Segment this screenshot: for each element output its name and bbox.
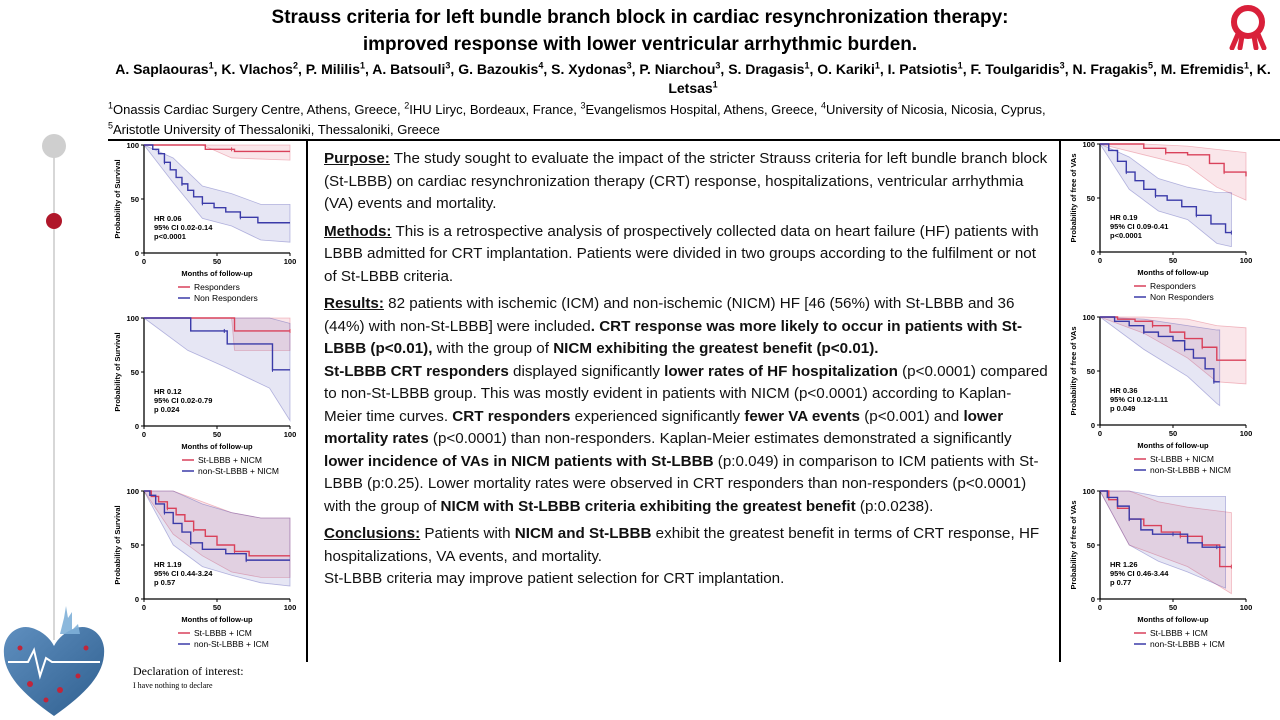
hr-annotation: HR 0.06 — [154, 214, 182, 223]
y-tick-label: 100 — [1082, 313, 1095, 322]
legend-label: non-St-LBBB + ICM — [1150, 639, 1225, 649]
author-name: K. Vlachos — [221, 61, 293, 77]
x-tick-label: 100 — [1239, 429, 1253, 438]
results-heading: Results: — [324, 295, 384, 312]
affiliation-text: University of Nicosia, Nicosia, Cyprus, — [826, 102, 1046, 117]
y-tick-label: 50 — [130, 195, 139, 204]
author-name: S. Dragasis — [728, 61, 805, 77]
results-text-run: 82 patients with ischemic (ICM) and non-ischemic (NICM) HF [46 (56%) with St-LBBB and 36 (44%) with non-St-LBBB] were included — [324, 295, 1015, 335]
legend-label: Responders — [1150, 281, 1196, 291]
author-name: P. Mililis — [305, 61, 360, 77]
x-tick-label: 0 — [1097, 256, 1103, 265]
hr-annotation: 95% CI 0.12-1.11 — [1110, 395, 1168, 404]
affiliation-text: Aristotle University of Thessaloniki, Thessaloniki, Greece — [113, 122, 440, 137]
x-axis-label: Months of follow-up — [1137, 268, 1209, 277]
y-tick-label: 100 — [1082, 140, 1095, 149]
y-tick-label: 0 — [1090, 248, 1095, 257]
methods-heading: Methods: — [324, 222, 392, 240]
x-tick-label: 50 — [1168, 429, 1178, 438]
author-name: S. Xydonas — [551, 61, 627, 77]
conclusions-text-run: exhibit the greatest benefit in terms of CRT response, HF hospitalizations, VA events, and mortality. — [324, 525, 1040, 565]
y-axis-label: Probability of free of VAs — [1069, 326, 1078, 416]
hr-annotation: HR 1.26 — [1110, 560, 1138, 569]
purpose-text-run: The study sought to evaluate the impact of the stricter Strauss criteria for left bundle branch block (St-LBBB) on cardiac resynchronization therapy (CRT) response, hospitalizations, ventricular arrhythmia (VA) events and mortality. — [324, 150, 1048, 212]
author-name: A. Saplaouras — [115, 61, 209, 77]
conclusions-paragraph — [324, 523, 1049, 591]
purpose-paragraph — [324, 148, 1049, 216]
methods-paragraph — [324, 221, 1049, 289]
author-name: I. Patsiotis — [887, 61, 958, 77]
hr-annotation: HR 0.12 — [154, 387, 182, 396]
affiliation-mark: 4 — [821, 100, 827, 111]
hr-annotation: p 0.77 — [1110, 578, 1132, 587]
results-text-run: lower rates of HF hospitalization — [664, 362, 898, 380]
author-name: A. Batsouli — [372, 61, 446, 77]
conclusions-heading: Conclusions: — [324, 525, 421, 542]
conclusions-text-run: St-LBBB criteria may improve patient selection for CRT implantation. — [324, 570, 785, 587]
results-paragraph — [324, 293, 1049, 518]
heart-illustration-icon — [0, 604, 108, 720]
hr-annotation: p 0.57 — [154, 578, 176, 587]
author-list: A. Saplaouras$^1$, K. Vlachos$^2$, P. Mililis$^1$, A. Batsouli$^3$, G. Bazoukis$^4$, S. Xydonas$^3$, P. Niarchou$^3$, S. Dragasis$^1$, O. Kariki$^1$, I. Patsiotis$^1$, F. Toulgaridis$^3$, N. Fragakis$^5$, M. Efremidis$^1$, K. Letsas$^1$ — [115, 60, 1271, 96]
conclusions-text-run: Patients with — [420, 525, 515, 542]
y-tick-label: 0 — [134, 422, 139, 431]
x-tick-label: 50 — [1168, 256, 1178, 265]
left-column-divider — [306, 141, 308, 662]
hr-annotation: 95% CI 0.09-0.41 — [1110, 222, 1169, 231]
x-tick-label: 100 — [283, 603, 297, 612]
abstract-body — [324, 148, 1049, 596]
declaration-text: I have nothing to declare — [133, 681, 213, 690]
institution-logo-icon — [1226, 4, 1270, 50]
x-tick-label: 50 — [212, 603, 222, 612]
author-affiliation-mark: 1 — [804, 60, 810, 71]
results-text-run: (p:0.0238). — [855, 497, 934, 515]
legend-label: St-LBBB + ICM — [194, 628, 252, 638]
y-tick-label: 100 — [1082, 487, 1095, 496]
y-tick-label: 0 — [1090, 421, 1095, 430]
results-text-run: lower mortality rates — [324, 407, 1004, 447]
affiliation-text: Evangelismos Hospital, Athens, Greece, — [585, 102, 822, 117]
author-name: M. Efremidis — [1160, 61, 1244, 77]
author-name: G. Bazoukis — [458, 61, 539, 77]
y-tick-label: 100 — [126, 487, 139, 496]
author-affiliation-mark: 5 — [1147, 60, 1153, 71]
x-tick-label: 50 — [1168, 603, 1178, 612]
results-text-run: (p<0.0001) than non-responders. Kaplan-Meier estimates demonstrated a significantly — [428, 430, 1012, 447]
results-text-run: St-LBBB CRT responders — [324, 362, 509, 380]
y-tick-label: 0 — [1090, 595, 1095, 604]
affiliation-text: Onassis Cardiac Surgery Centre, Athens, Greece, — [113, 102, 405, 117]
y-tick-label: 0 — [134, 595, 139, 604]
author-affiliation-mark: 3 — [626, 60, 632, 71]
affiliation-mark: 5 — [108, 120, 114, 131]
results-text-run: . CRT response was more likely to occur in patients with St-LBBB (p<0.01), — [324, 317, 1023, 357]
results-text-run: experienced significantly — [570, 407, 745, 425]
hr-annotation: HR 0.19 — [1110, 213, 1138, 222]
x-tick-label: 50 — [212, 257, 222, 266]
author-name: O. Kariki — [817, 61, 875, 77]
poster-title-line-2: improved response with lower ventricular arrhythmic burden. — [362, 34, 918, 55]
results-text-run: (p:0.049) in comparison to ICM patients with St-LBBB (p:0.25). Lower mortality rates were observed in CRT responders than non-responders (p<0.0001) with the group of — [324, 452, 1039, 515]
x-tick-label: 0 — [1097, 429, 1103, 438]
right-column-divider — [1059, 141, 1061, 662]
hr-annotation: 95% CI 0.02-0.14 — [154, 223, 213, 232]
y-tick-label: 50 — [1086, 194, 1095, 203]
results-text-run: NICM with St-LBBB criteria exhibiting the greatest benefit — [440, 497, 856, 515]
author-affiliation-mark: 1 — [359, 60, 365, 71]
x-tick-label: 100 — [283, 430, 297, 439]
affiliation-mark: 1 — [108, 100, 114, 111]
y-axis-label: Probability of free of VAs — [1069, 500, 1078, 590]
y-tick-label: 50 — [130, 368, 139, 377]
x-tick-label: 100 — [283, 257, 297, 266]
y-tick-label: 0 — [134, 249, 139, 258]
legend-label: St-LBBB + ICM — [1150, 628, 1208, 638]
hr-annotation: p 0.049 — [1110, 404, 1136, 413]
poster-title-line-1: Strauss criteria for left bundle branch block in cardiac resynchronization therapy: — [271, 7, 1009, 28]
km-plot-va-icm — [1064, 487, 1278, 659]
km-plot-survival-responders — [108, 141, 304, 313]
hr-annotation: p<0.0001 — [1110, 231, 1142, 240]
y-tick-label: 50 — [1086, 541, 1095, 550]
legend-label: St-LBBB + NICM — [198, 455, 263, 465]
conclusions-text-run: NICM and St-LBBB — [514, 525, 652, 542]
hr-annotation: HR 1.19 — [154, 560, 182, 569]
affiliations-line-1 — [108, 101, 1046, 118]
affiliation-mark: 3 — [580, 100, 586, 111]
legend-label: non-St-LBBB + NICM — [198, 466, 280, 476]
hr-annotation: 95% CI 0.44-3.24 — [154, 569, 213, 578]
author-affiliation-mark: 3 — [715, 60, 721, 71]
x-axis-label: Months of follow-up — [181, 615, 253, 624]
y-axis-label: Probability of Survival — [113, 159, 122, 239]
y-tick-label: 100 — [126, 141, 139, 150]
legend-label: Responders — [194, 282, 240, 292]
km-plot-va-responders — [1064, 140, 1278, 312]
author-name: P. Niarchou — [639, 61, 716, 77]
x-tick-label: 0 — [141, 257, 147, 266]
y-axis-label: Probability of Survival — [113, 332, 122, 412]
hr-annotation: 95% CI 0.02-0.79 — [154, 396, 213, 405]
author-name: F. Toulgaridis — [970, 61, 1060, 77]
legend-label: St-LBBB + NICM — [1150, 454, 1215, 464]
author-affiliation-mark: 1 — [957, 60, 963, 71]
legend-label: non-St-LBBB + NICM — [1150, 465, 1232, 475]
y-tick-label: 100 — [126, 314, 139, 323]
results-text-run: lower incidence of VAs in NICM patients with St-LBBB — [324, 452, 714, 470]
x-tick-label: 100 — [1239, 256, 1253, 265]
author-affiliation-mark: 1 — [712, 79, 718, 90]
x-tick-label: 100 — [1239, 603, 1253, 612]
author-affiliation-mark: 1 — [874, 60, 880, 71]
hr-annotation: HR 0.36 — [1110, 386, 1138, 395]
km-plot-survival-icm — [108, 487, 304, 659]
results-text-run: displayed significantly — [508, 362, 665, 380]
x-axis-label: Months of follow-up — [181, 269, 253, 278]
affiliations-line-2 — [108, 121, 440, 138]
affiliation-mark: 2 — [404, 100, 410, 111]
affiliation-text: IHU Liryc, Bordeaux, France, — [409, 102, 581, 117]
timeline-dot-red — [46, 213, 62, 229]
author-affiliation-mark: 3 — [445, 60, 451, 71]
declaration-of-interest — [133, 664, 244, 693]
declaration-title: Declaration of interest: — [133, 664, 244, 678]
results-text-run: NICM exhibiting the greatest benefit (p<0.01). — [553, 340, 879, 357]
author-affiliation-mark: 3 — [1059, 60, 1065, 71]
km-plot-va-nicm — [1064, 313, 1278, 485]
x-tick-label: 0 — [141, 430, 147, 439]
legend-label: Non Responders — [1150, 292, 1214, 302]
methods-text-run: This is a retrospective analysis of prospectively collected data on heart failure (HF) patients with LBBB admitted for CRT implantation. Patients were divided in two groups according to the fulfilment or not of St-LBBB criteria. — [324, 222, 1039, 285]
hr-annotation: p 0.024 — [154, 405, 180, 414]
author-affiliation-mark: 1 — [1244, 60, 1250, 71]
y-axis-label: Probability of free of VAs — [1069, 153, 1078, 243]
x-axis-label: Months of follow-up — [181, 442, 253, 451]
author-name: N. Fragakis — [1072, 61, 1148, 77]
results-text-run: with the group of — [432, 340, 554, 357]
results-text-run: fewer VA events — [744, 407, 860, 425]
y-tick-label: 50 — [1086, 367, 1095, 376]
x-axis-label: Months of follow-up — [1137, 441, 1209, 450]
x-tick-label: 0 — [1097, 603, 1103, 612]
author-affiliation-mark: 2 — [292, 60, 298, 71]
results-text-run: (p<0.001) and — [860, 407, 964, 425]
author-name: K. Letsas — [668, 61, 1271, 96]
hr-annotation: 95% CI 0.46-3.44 — [1110, 569, 1169, 578]
y-tick-label: 50 — [130, 541, 139, 550]
x-tick-label: 50 — [212, 430, 222, 439]
author-affiliation-mark: 1 — [208, 60, 214, 71]
hr-annotation: p<0.0001 — [154, 232, 186, 241]
x-tick-label: 0 — [141, 603, 147, 612]
results-text-run: (p<0.0001) compared to non-St-LBBB group. This was mostly evident in patients with NICM (p<0.0001) according to Kaplan-Meier time curves. — [324, 362, 1048, 425]
purpose-heading: Purpose: — [324, 150, 390, 167]
legend-label: non-St-LBBB + ICM — [194, 639, 269, 649]
km-plot-survival-nicm — [108, 314, 304, 486]
author-affiliation-mark: 4 — [538, 60, 544, 71]
timeline-dot-grey — [42, 134, 66, 158]
legend-label: Non Responders — [194, 293, 258, 303]
results-text-run: CRT responders — [452, 407, 571, 425]
y-axis-label: Probability of Survival — [113, 505, 122, 585]
x-axis-label: Months of follow-up — [1137, 615, 1209, 624]
